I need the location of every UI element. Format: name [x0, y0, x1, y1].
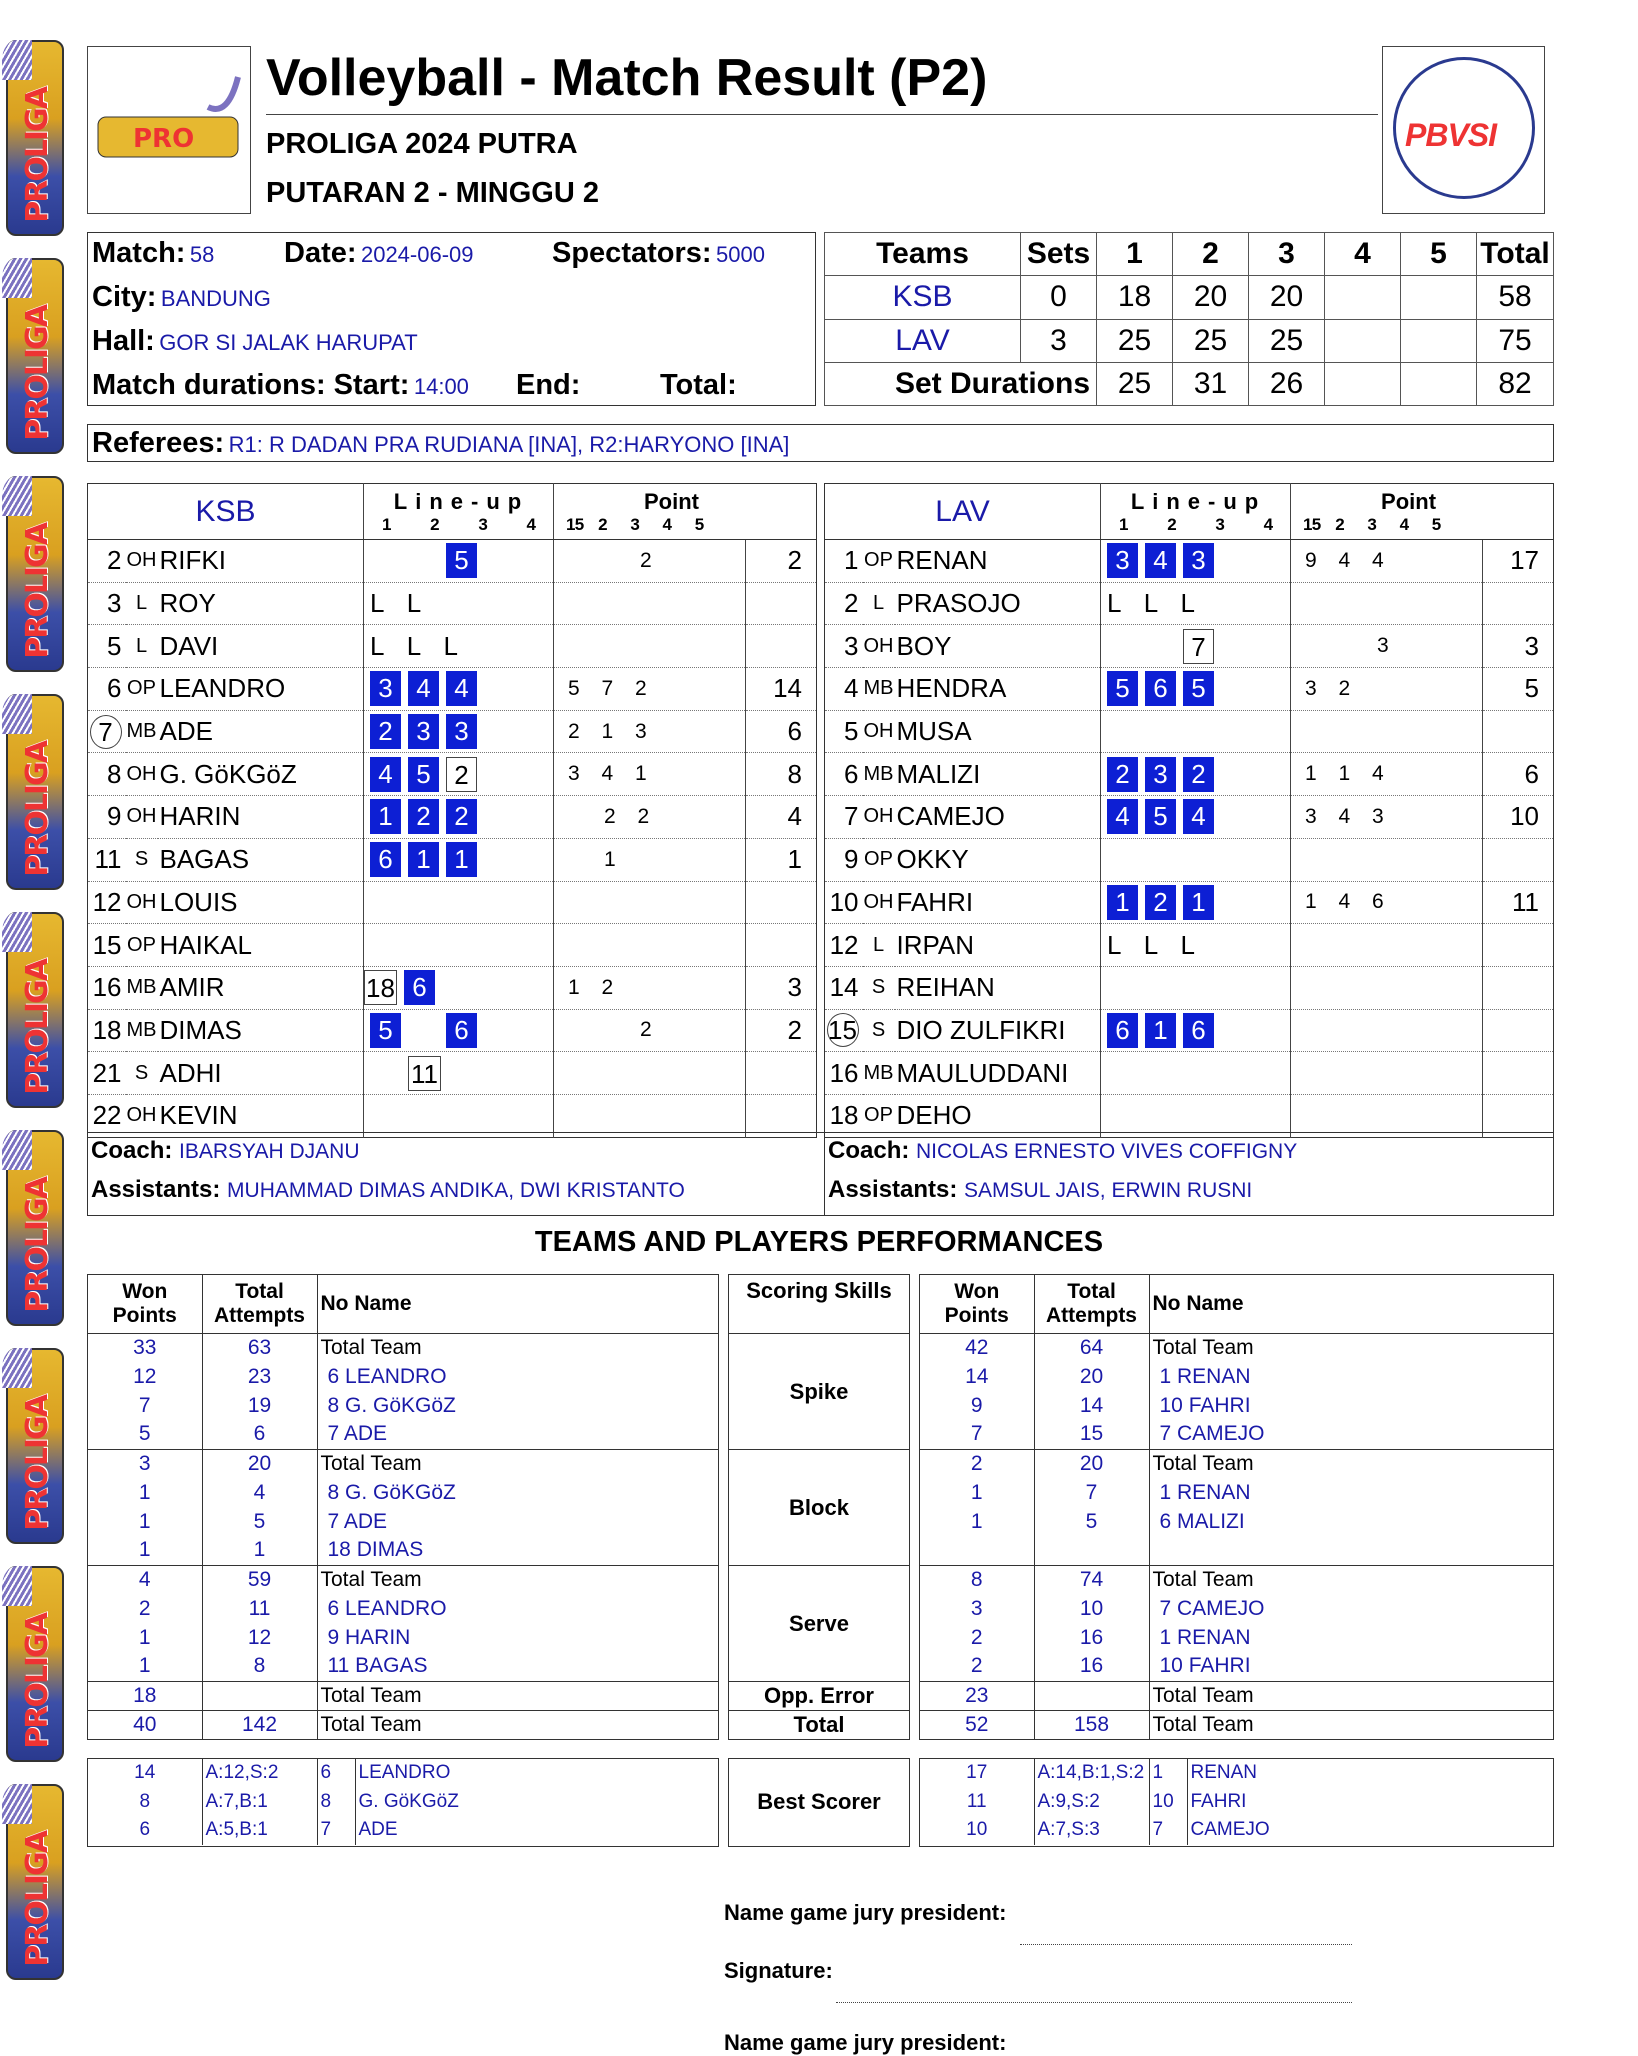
performance-row: 3 10 7 CAMEJO	[920, 1594, 1553, 1623]
best-scorer-row: 10 A:7,S:3 7 CAMEJO	[920, 1816, 1553, 1845]
player-row: 8 OH G. GöKGöZ 4 5 2 3 4 1 8	[88, 753, 817, 796]
home-assistants: MUHAMMAD DIMAS ANDIKA, DWI KRISTANTO	[227, 1179, 685, 1202]
captain-marker: 7	[90, 715, 122, 749]
performance-row: 8 74 Total Team	[920, 1565, 1553, 1594]
performance-row: 1 7 1 RENAN	[920, 1478, 1553, 1507]
player-row: 12 L IRPAN L L L	[825, 924, 1554, 967]
player-row: 12 OH LOUIS	[88, 881, 817, 924]
jury-president-field[interactable]	[1020, 1944, 1352, 1945]
home-best-scorers	[87, 1758, 719, 1847]
score-row-away: LAV 3 25 25 25 75	[825, 319, 1554, 362]
hall: GOR SI JALAK HARUPAT	[159, 330, 418, 355]
home-lineup: KSB Line-up 1 2 3 4 5 Point 1 2 3 4 5 2 OH RIFKI 5 2 2 3 L ROY L L 5 L DAVI L L L 6 OP LEANDRO 3 4 4 5 7 2 14 7 MB ADE 2 3 3 2 1 3 6 8 OH G. GöKGöZ 4 5 2 3 4 1 8 9 OH HARIN 1 2 2 2 2 4 11 S BAGAS 6 1 1 1 1 12 OH LOUIS 15 OP HAIKAL 16 MB AMIR 18 6 1 2 3 18 MB DIMAS 5 6 2 2 21 S ADHI 11 22 OH KEVIN	[87, 483, 817, 1138]
city: BANDUNG	[160, 286, 271, 311]
player-row: 15 S DIO ZULFIKRI 6 1 6	[825, 1009, 1554, 1052]
away-team-name: LAV	[825, 484, 1101, 540]
player-row: 4 MB HENDRA 5 6 5 3 2 5	[825, 668, 1554, 711]
performance-row: 7 19 8 G. GöKGöZ	[88, 1391, 718, 1420]
round-name: PUTARAN 2 - MINGGU 2	[266, 177, 599, 209]
jury-president-label-2: Name game jury president:	[724, 2030, 1007, 2055]
player-row: 7 OH CAMEJO 4 5 4 3 4 3 10	[825, 796, 1554, 839]
player-row: 16 MB MAULUDDANI	[825, 1052, 1554, 1095]
performance-row: 1 5 7 ADE	[88, 1507, 718, 1536]
away-best-scorers	[919, 1758, 1554, 1847]
home-team-name: KSB	[88, 484, 364, 540]
page-title: Volleyball - Match Result (P2)	[266, 49, 988, 107]
player-row: 21 S ADHI 11	[88, 1052, 817, 1095]
performance-row: 23 Total Team	[920, 1681, 1553, 1710]
league-name: PROLIGA 2024 PUTRA	[266, 128, 578, 160]
performance-row: 52 158 Total Team	[920, 1710, 1553, 1739]
home-coach: IBARSYAH DJANU	[179, 1140, 360, 1163]
best-scorer-label: Best Scorer	[728, 1758, 910, 1847]
player-row: 18 MB DIMAS 5 6 2 2	[88, 1009, 817, 1052]
signature-label: Signature:	[724, 1958, 833, 1983]
performance-row: 42 64 Total Team	[920, 1333, 1553, 1362]
player-row: 6 MB MALIZI 2 3 2 1 1 4 6	[825, 753, 1554, 796]
proliga-logo-icon: PROLIGA	[6, 912, 64, 1108]
proliga-logo-icon: PROLIGA	[6, 258, 64, 454]
performance-row: 18 Total Team	[88, 1681, 718, 1710]
svg-text:PRO: PRO	[133, 124, 195, 154]
proliga-logo-icon	[88, 47, 252, 215]
performance-row: 3 20 Total Team	[88, 1449, 718, 1478]
player-row: 16 MB AMIR 18 6 1 2 3	[88, 966, 817, 1009]
title-divider	[266, 114, 1378, 115]
performance-row: 7 15 7 CAMEJO	[920, 1420, 1553, 1449]
coaches-box: Coach: IBARSYAH DJANU Assistants: MUHAMMAD DIMAS ANDIKA, DWI KRISTANTO Coach: NICOLAS ERNESTO VIVES COFFIGNY Assistants: SAMSUL JAIS, ERWIN RUSNI	[87, 1132, 1554, 1216]
match-info-box: Match: 58 Date: 2024-06-09 Spectators: 5000 City: BANDUNG Hall: GOR SI JALAK HARUPAT Match durations: Start: 14:00 End: Total:	[87, 232, 816, 406]
performance-row: 1 1 18 DIMAS	[88, 1536, 718, 1565]
performance-row: 12 23 6 LEANDRO	[88, 1362, 718, 1391]
proliga-logo-icon: PROLIGA	[6, 40, 64, 236]
match-date: 2024-06-09	[360, 242, 474, 267]
player-row: 11 S BAGAS 6 1 1 1 1	[88, 838, 817, 881]
player-row: 3 OH BOY 7 3 3	[825, 625, 1554, 668]
best-scorer-row: 14 A:12,S:2 6 LEANDRO	[88, 1759, 718, 1788]
performance-row: 1 8 11 BAGAS	[88, 1652, 718, 1681]
proliga-logo-icon: PROLIGA	[6, 694, 64, 890]
player-row: 9 OP OKKY	[825, 838, 1554, 881]
away-coach: NICOLAS ERNESTO VIVES COFFIGNY	[916, 1140, 1298, 1163]
jury-president-label: Name game jury president:	[724, 1900, 1007, 1925]
best-scorer-row: 8 A:7,B:1 8 G. GöKGöZ	[88, 1788, 718, 1817]
performance-row: 2 16 1 RENAN	[920, 1623, 1553, 1652]
proliga-logo-icon: PROLIGA	[6, 1784, 64, 1980]
player-row: 1 OP RENAN 3 4 3 9 4 4 17	[825, 540, 1554, 583]
proliga-logo-icon: PROLIGA	[6, 1566, 64, 1762]
away-performance-table: Won Points Total Attempts No Name 42 64 Total Team 14 20 1 RENAN 9 14 10 FAHRI 7 15 7 CAMEJO 2 20 Total Team 1 7 1 RENAN 1 5 6 MALIZI 8 74 Total Team 3 10 7 CAMEJO 2 16 1 RENAN 2 16 10 FAHRI 23 Total Team 52 158 Total Team	[919, 1274, 1554, 1740]
player-row: 7 MB ADE 2 3 3 2 1 3 6	[88, 710, 817, 753]
best-scorer-row: 6 A:5,B:1 7 ADE	[88, 1816, 718, 1845]
player-row: 9 OH HARIN 1 2 2 2 2 4	[88, 796, 817, 839]
signature-field[interactable]	[836, 2002, 1352, 2003]
score-table	[824, 232, 1554, 406]
player-row: 5 L DAVI L L L	[88, 625, 817, 668]
performance-row: 2 20 Total Team	[920, 1449, 1553, 1478]
performance-title: TEAMS AND PLAYERS PERFORMANCES	[534, 1226, 1104, 1258]
performance-row: 2 16 10 FAHRI	[920, 1652, 1553, 1681]
performance-row: 9 14 10 FAHRI	[920, 1391, 1553, 1420]
player-row: 2 OH RIFKI 5 2 2	[88, 540, 817, 583]
performance-row	[920, 1536, 1553, 1565]
performance-row: 1 4 8 G. GöKGöZ	[88, 1478, 718, 1507]
performance-row: 40 142 Total Team	[88, 1710, 718, 1739]
performance-row: 5 6 7 ADE	[88, 1420, 718, 1449]
score-header-row: Teams Sets 1 2 3 4 5 Total	[825, 233, 1554, 276]
best-scorer-row: 11 A:9,S:2 10 FAHRI	[920, 1788, 1553, 1817]
away-lineup: LAV Line-up 1 2 3 4 5 Point 1 2 3 4 5 1 OP RENAN 3 4 3 9 4 4 17 2 L PRASOJO L L L 3 OH BOY 7 3 3 4 MB HENDRA 5 6 5 3 2 5 5 OH MUSA 6 MB MALIZI 2 3 2 1 1 4 6 7 OH CAMEJO 4 5 4 3 4 3 10 9 OP OKKY 10 OH FAHRI 1 2 1 1 4 6 11 12 L IRPAN L L L 14 S REIHAN 15 S DIO ZULFIKRI 6 1 6 16 MB MAULUDDANI 18 OP DEHO	[824, 483, 1554, 1138]
spectators-count: 5000	[716, 242, 765, 267]
player-row: 14 S REIHAN	[825, 966, 1554, 1009]
performance-row: 4 59 Total Team	[88, 1565, 718, 1594]
player-row: 3 L ROY L L	[88, 582, 817, 625]
performance-row: 14 20 1 RENAN	[920, 1362, 1553, 1391]
scoring-skills-column: Scoring Skills Spike Block Serve Opp. Error Total	[728, 1274, 910, 1740]
performance-row: 33 63 Total Team	[88, 1333, 718, 1362]
best-scorer-row: 17 A:14,B:1,S:2 1 RENAN	[920, 1759, 1553, 1788]
performance-row: 1 12 9 HARIN	[88, 1623, 718, 1652]
player-row: 10 OH FAHRI 1 2 1 1 4 6 11	[825, 881, 1554, 924]
performance-row: 2 11 6 LEANDRO	[88, 1594, 718, 1623]
player-row: 22 OH KEVIN	[88, 1094, 817, 1137]
player-row: 5 OH MUSA	[825, 710, 1554, 753]
referees-value: R1: R DADAN PRA RUDIANA [INA], R2:HARYONO [INA]	[228, 432, 790, 457]
proliga-logo-icon: PROLIGA	[6, 476, 64, 672]
captain-marker: 15	[828, 1015, 857, 1046]
referees-box: Referees: R1: R DADAN PRA RUDIANA [INA], R2:HARYONO [INA]	[87, 424, 1554, 462]
start-time: 14:00	[413, 374, 469, 399]
player-row: 18 OP DEHO	[825, 1094, 1554, 1137]
pbvsi-logo: PBVSI	[1382, 46, 1545, 214]
set-durations-row: Set Durations 25 31 26 82	[825, 362, 1554, 405]
player-row: 15 OP HAIKAL	[88, 924, 817, 967]
proliga-logo-icon: PROLIGA	[6, 1348, 64, 1544]
performance-row: 1 5 6 MALIZI	[920, 1507, 1553, 1536]
home-performance-table: Won Points Total Attempts No Name 33 63 Total Team 12 23 6 LEANDRO 7 19 8 G. GöKGöZ 5 6 7 ADE 3 20 Total Team 1 4 8 G. GöKGöZ 1 5 7 ADE 1 1 18 DIMAS 4 59 Total Team 2 11 6 LEANDRO 1 12 9 HARIN 1 8 11 BAGAS 18 Total Team 40 142 Total Team	[87, 1274, 719, 1740]
player-row: 6 OP LEANDRO 3 4 4 5 7 2 14	[88, 668, 817, 711]
proliga-logo-icon: PROLIGA	[6, 1130, 64, 1326]
player-row: 2 L PRASOJO L L L	[825, 582, 1554, 625]
score-row-home: KSB 0 18 20 20 58	[825, 276, 1554, 319]
away-assistants: SAMSUL JAIS, ERWIN RUSNI	[964, 1179, 1253, 1202]
proliga-header-logo	[87, 46, 251, 214]
match-number: 58	[189, 242, 215, 267]
